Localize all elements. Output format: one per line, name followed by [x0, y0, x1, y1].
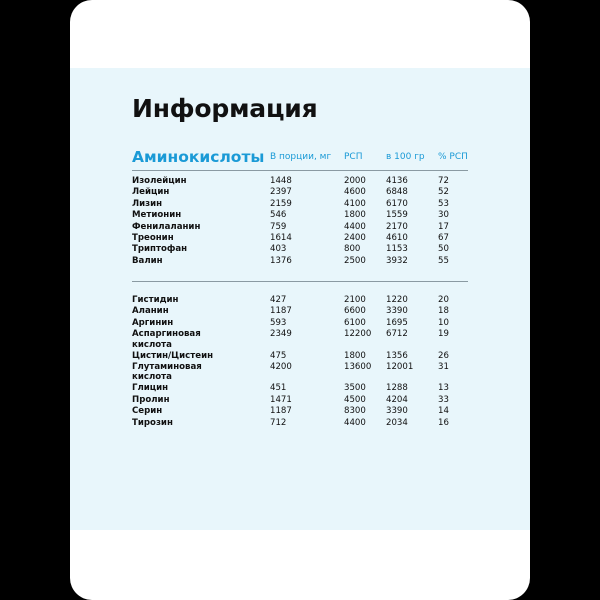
percent-value: 53 — [438, 198, 449, 209]
per100-value: 1220 — [386, 295, 408, 305]
table-row — [70, 233, 530, 244]
amino-acid-name: Пролин — [132, 394, 170, 405]
amino-acid-name: Изолейцин — [132, 176, 187, 186]
table-row — [70, 395, 530, 406]
per100-value: 3932 — [386, 255, 408, 266]
table-row — [70, 210, 530, 221]
rsp-value: 2400 — [344, 232, 366, 243]
per100-value: 6848 — [386, 187, 408, 198]
portion-value: 1448 — [270, 176, 292, 186]
rsp-value: 4500 — [344, 394, 366, 405]
amino-acid-name: Аргинин — [132, 317, 174, 328]
percent-value: 18 — [438, 306, 449, 317]
per100-value: 1695 — [386, 317, 408, 328]
table-row — [70, 244, 530, 255]
column-header-rsp: РСП — [344, 152, 363, 162]
rsp-value: 800 — [344, 244, 361, 255]
table-row — [70, 362, 530, 383]
percent-value: 52 — [438, 187, 449, 198]
per100-value: 4610 — [386, 232, 408, 243]
table-row — [70, 329, 530, 350]
percent-value: 17 — [438, 221, 449, 232]
per100-value: 6170 — [386, 198, 408, 209]
per100-value: 3390 — [386, 306, 408, 317]
amino-acid-name: Метионин — [132, 210, 182, 221]
amino-acid-name: Цистин/Цистеин — [132, 350, 214, 361]
percent-value: 72 — [438, 176, 449, 186]
group-divider — [132, 281, 468, 282]
percent-value: 20 — [438, 295, 449, 305]
percent-value: 50 — [438, 244, 449, 255]
table-row — [70, 318, 530, 329]
per100-value: 6712 — [386, 329, 408, 340]
document-page — [70, 0, 530, 600]
portion-value: 1376 — [270, 255, 292, 266]
nonessential-amino-acids-table — [70, 295, 530, 429]
amino-acid-name: Глицин — [132, 383, 169, 394]
amino-acid-name: Лизин — [132, 198, 163, 209]
amino-acid-name: Валин — [132, 255, 163, 266]
amino-acid-name: Аспаргиновая кислота — [132, 329, 201, 350]
per100-value: 1288 — [386, 383, 408, 394]
rsp-value: 4100 — [344, 198, 366, 209]
per100-value: 2170 — [386, 221, 408, 232]
table-row — [70, 187, 530, 198]
rsp-value: 4400 — [344, 221, 366, 232]
percent-value: 10 — [438, 317, 449, 328]
rsp-value: 4400 — [344, 417, 366, 428]
portion-value: 2397 — [270, 187, 292, 198]
table-row — [70, 256, 530, 267]
section-title: Аминокислоты — [132, 148, 265, 166]
amino-acid-name: Глутаминовая кислота — [132, 361, 202, 383]
table-row — [70, 418, 530, 429]
table-row — [70, 199, 530, 210]
table-row — [70, 406, 530, 417]
rsp-value: 13600 — [344, 361, 372, 372]
per100-value: 2034 — [386, 417, 408, 428]
percent-value: 26 — [438, 350, 449, 361]
percent-value: 13 — [438, 383, 449, 394]
portion-value: 2159 — [270, 198, 292, 209]
per100-value: 4204 — [386, 394, 408, 405]
portion-value: 2349 — [270, 329, 292, 340]
column-header-portion: В порции, мг — [270, 152, 332, 162]
amino-acid-name: Тирозин — [132, 417, 173, 428]
rsp-value: 2500 — [344, 255, 366, 266]
column-header-per100: в 100 гр — [386, 152, 425, 162]
info-card — [70, 68, 530, 530]
percent-value: 55 — [438, 255, 449, 266]
amino-acid-name: Треонин — [132, 232, 174, 243]
header-divider — [132, 170, 468, 171]
per100-value: 4136 — [386, 176, 408, 186]
portion-value: 427 — [270, 295, 287, 305]
table-row — [70, 306, 530, 317]
percent-value: 33 — [438, 394, 449, 405]
table-row — [70, 222, 530, 233]
percent-value: 67 — [438, 232, 449, 243]
portion-value: 546 — [270, 210, 287, 221]
percent-value: 19 — [438, 329, 449, 340]
per100-value: 1153 — [386, 244, 408, 255]
rsp-value: 1800 — [344, 210, 366, 221]
table-row — [70, 176, 530, 187]
amino-acid-name: Фенилаланин — [132, 221, 201, 232]
rsp-value: 4600 — [344, 187, 366, 198]
essential-amino-acids-table — [70, 176, 530, 267]
rsp-value: 3500 — [344, 383, 366, 394]
per100-value: 12001 — [386, 361, 414, 372]
rsp-value: 2100 — [344, 295, 366, 305]
table-row — [70, 351, 530, 362]
portion-value: 1614 — [270, 232, 292, 243]
rsp-value: 2000 — [344, 176, 366, 186]
percent-value: 16 — [438, 417, 449, 428]
amino-acid-name: Серин — [132, 406, 163, 417]
amino-acid-name: Аланин — [132, 306, 169, 317]
portion-value: 1187 — [270, 406, 292, 417]
page-title: Информация — [132, 94, 318, 123]
rsp-value: 12200 — [344, 329, 372, 340]
portion-value: 475 — [270, 350, 287, 361]
rsp-value: 6600 — [344, 306, 366, 317]
per100-value: 1356 — [386, 350, 408, 361]
portion-value: 4200 — [270, 361, 292, 372]
column-header-percent: % РСП — [438, 152, 468, 162]
portion-value: 759 — [270, 221, 287, 232]
portion-value: 1471 — [270, 394, 292, 405]
per100-value: 1559 — [386, 210, 408, 221]
rsp-value: 1800 — [344, 350, 366, 361]
percent-value: 31 — [438, 361, 449, 372]
amino-acid-name: Триптофан — [132, 244, 188, 255]
portion-value: 593 — [270, 317, 287, 328]
portion-value: 712 — [270, 417, 287, 428]
portion-value: 403 — [270, 244, 287, 255]
table-row — [70, 295, 530, 306]
portion-value: 451 — [270, 383, 287, 394]
portion-value: 1187 — [270, 306, 292, 317]
amino-acid-name: Гистидин — [132, 295, 179, 305]
percent-value: 30 — [438, 210, 449, 221]
rsp-value: 8300 — [344, 406, 366, 417]
table-header — [70, 148, 530, 168]
amino-acid-name: Лейцин — [132, 187, 170, 198]
table-row — [70, 383, 530, 394]
rsp-value: 6100 — [344, 317, 366, 328]
per100-value: 3390 — [386, 406, 408, 417]
percent-value: 14 — [438, 406, 449, 417]
